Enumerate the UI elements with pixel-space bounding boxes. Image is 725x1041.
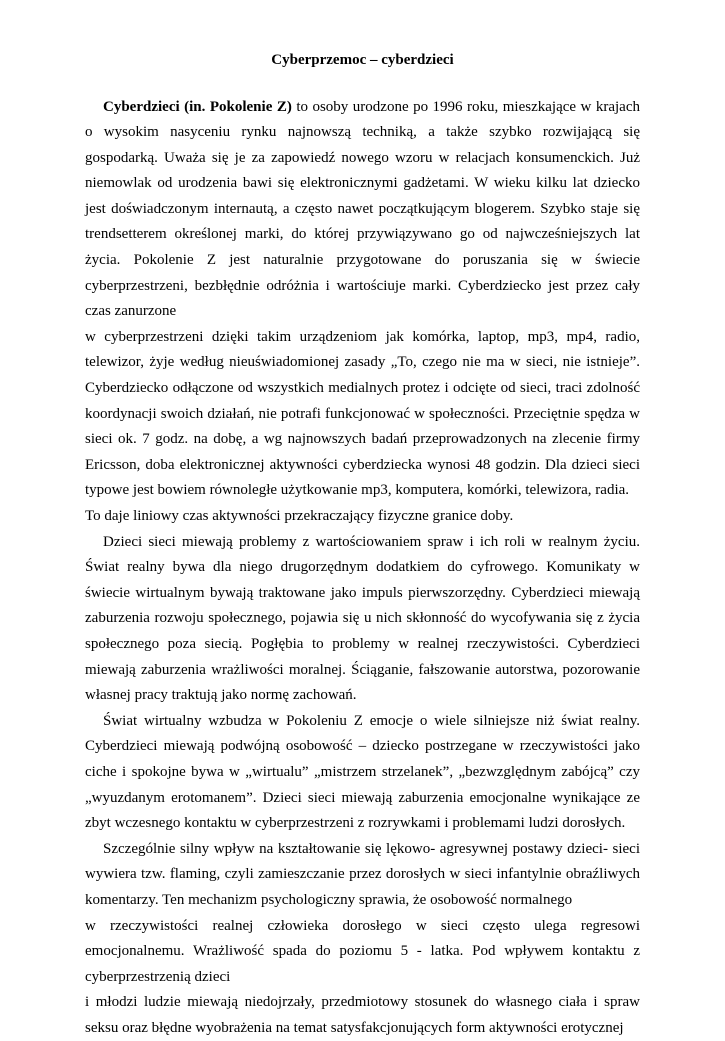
paragraph-lead-term: Cyberdzieci (in. Pokolenie Z): [103, 99, 292, 115]
document-title: Cyberprzemoc – cyberdzieci: [85, 48, 640, 74]
paragraph-text: to osoby urodzone po 1996 roku, mieszkające w krajach o wysokim nasyceniu rynku najnowszą techniką, a także szybko rozwijającą się gospodarką. Uważa się je za zapowiedź nowego wzoru w relacjach konsumenckich. Już niemowlak od urodzenia bawi się elektronicznymi gadżetami. W wieku kilku lat dziecko jest doświadczonym internautą, a często nawet początkującym blogerem. Szybko staje się trendsetterem określonej marki, do której przywiązywano go od najwcześniejszych lat życia. Pokolenie Z jest naturalnie przygotowane do poruszania się w świecie cyberprzestrzeni, bezbłędnie odróżnia i wartościuje marki. Cyberdziecko jest przez cały czas zanurzone: [85, 99, 640, 320]
paragraph-text: Szczególnie silny wpływ na kształtowanie się lękowo- agresywnej postawy dzieci- sieci wywiera tzw. flaming, czyli zamieszczanie przez dorosłych w sieci infantylnie obraźliwych komentarzy. Ten mechanizm psychologiczny sprawia, że osobowość normalnego: [85, 841, 640, 908]
paragraph-text: Dzieci sieci miewają problemy z wartościowaniem spraw i ich roli w realnym życiu. Świat realny bywa dla niego drugorzędnym dodatkiem do cyfrowego. Komunikaty w świecie wirtualnym bywają traktowane jako impuls pierwszorzędny. Cyberdzieci miewają zaburzenia rozwoju społecznego, pojawia się u nich skłonność do wycofywania się z życia społecznego poza siecią. Pogłębia to problemy w realnej rzeczywistości. Cyberdzieci miewają zaburzenia wrażliwości moralnej. Ściąganie, fałszowanie autorstwa, pozorowanie własnej pracy traktują jako normę zachowań.: [85, 534, 640, 704]
paragraph-5: [85, 709, 640, 837]
paragraph-text: w rzeczywistości realnej człowieka dorosłego w sieci często ulega regresowi emocjonalnemu. Wrażliwość spada do poziomu 5 - latka. Pod wpływem kontaktu z cyberprzestrzenią dzieci: [85, 918, 640, 985]
paragraph-1: [85, 95, 640, 325]
paragraph-7: [85, 914, 640, 991]
paragraph-text: Świat wirtualny wzbudza w Pokoleniu Z emocje o wiele silniejsze niż świat realny. Cyberdzieci miewają podwójną osobowość – dziecko postrzegane w rzeczywistości jako ciche i spokojne bywa w „wirtualu” „mistrzem strzelanek”, „bezwzględnym zabójcą” czy „wyuzdanym erotomanem”. Dzieci sieci miewają zaburzenia emocjonalne wynikające ze zbyt wczesnego kontaktu w cyberprzestrzeni z rozrywkami i problemami ludzi dorosłych.: [85, 713, 640, 831]
paragraph-text: To daje liniowy czas aktywności przekraczający fizyczne granice doby.: [85, 508, 513, 524]
document-body: [85, 95, 640, 1041]
paragraph-4: [85, 530, 640, 709]
paragraph-text: w cyberprzestrzeni dzięki takim urządzeniom jak komórka, laptop, mp3, mp4, radio, telewizor, żyje według nieuświadomionej zasady „To, czego nie ma w sieci, nie istnieje”. Cyberdziecko odłączone od wszystkich medialnych protez i odcięte od sieci, traci zdolność koordynacji swoich działań, nie potrafi funkcjonować w społeczności. Przeciętnie spędza w sieci ok. 7 godz. na dobę, a wg najnowszych badań przeprowadzonych na zlecenie firmy Ericsson, doba elektronicznej aktywności cyberdziecka wynosi 48 godzin. Dla dzieci sieci typowe jest bowiem równoległe użytkowanie mp3, komputera, komórki, telewizora, radia.: [85, 329, 640, 499]
paragraph-2: [85, 325, 640, 504]
paragraph-8: [85, 990, 640, 1041]
paragraph-6: [85, 837, 640, 914]
paragraph-text: i młodzi ludzie miewają niedojrzały, przedmiotowy stosunek do własnego ciała i spraw seksu oraz błędne wyobrażenia na temat satysfakcjonujących form aktywności erotycznej: [85, 994, 640, 1036]
paragraph-3: [85, 504, 640, 530]
